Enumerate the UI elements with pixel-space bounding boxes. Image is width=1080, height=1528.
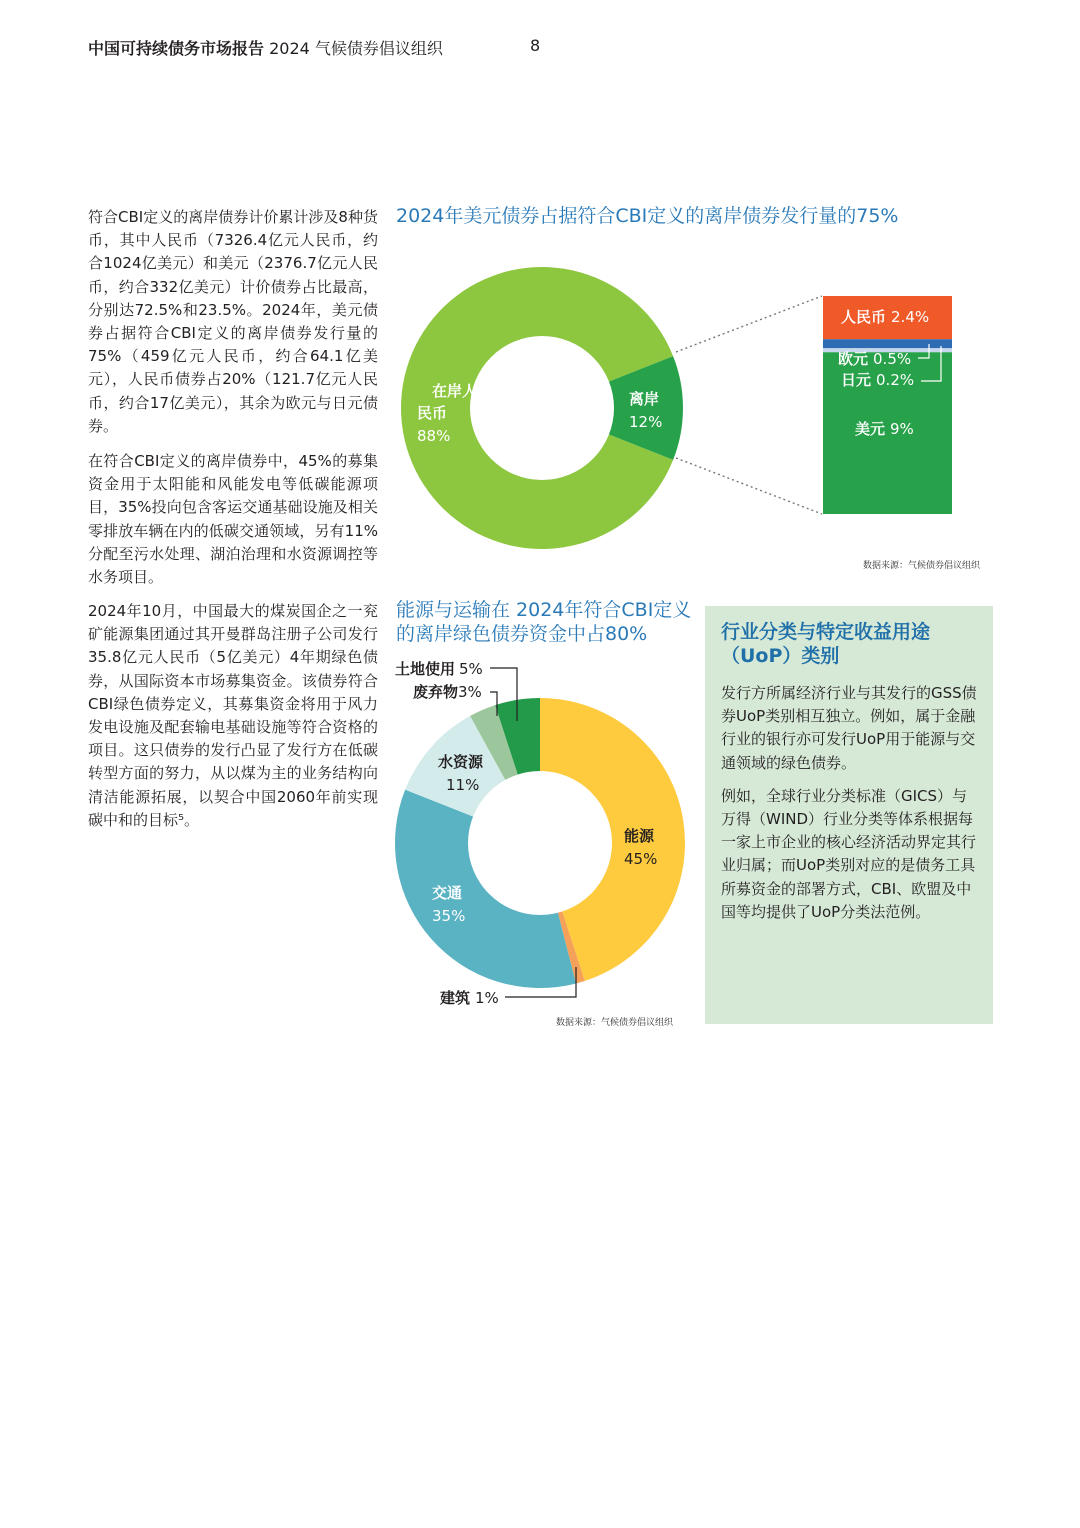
chart1-breakdown-label-jpy: 日元 0.2% [841, 371, 915, 389]
chart2-label-building: 建筑 1% [440, 989, 499, 1007]
chart2-label-transport: 交通 [432, 884, 463, 902]
page-number: 8 [530, 36, 541, 55]
chart1-label-offshore: 离岸 [629, 390, 660, 408]
body-paragraph-3: 2024年10月，中国最大的煤炭国企之一兖矿能源集团通过其开曼群岛注册子公司发行35.8亿元人民币（5亿美元）4年期绿色债券，从国际资本市场募集资金。该债券符合CBI绿色债券定义，其募集资金将用于风力发电设施及配套输电基础设施等符合资格的项目。这只债券的发行凸显了发行方在低碳转型方面的努力，从以煤为主的业务结构向清洁能源拓展，以契合中国2060年前实现碳中和的目标⁵。 [88, 602, 378, 829]
chart1-connector-top [676, 296, 822, 352]
chart1-label-onshore-2: 民币 [417, 404, 448, 422]
sidebox-paragraph-1: 发行方所属经济行业与其发行的GSS债券UoP类别相互独立。例如，属于金融行业的银行亦可发行UoP用于能源与交通领域的绿色债券。 [721, 684, 977, 772]
chart1-donut-hole [470, 336, 614, 480]
chart2-value-energy: 45% [624, 850, 658, 868]
chart1-breakdown-label-cny: 人民币 2.4% [841, 308, 930, 326]
chart2-graphic [380, 650, 700, 1020]
sidebox-title: 行业分类与特定收益用途（UoP）类别 [721, 621, 931, 667]
chart1-breakdown-label-eur: 欧元 0.5% [838, 350, 912, 368]
chart2-value-transport: 35% [432, 907, 466, 925]
chart2-source: 数据来源：气候债券倡议组织 [556, 1018, 674, 1028]
body-paragraph-1: 符合CBI定义的离岸债券计价累计涉及8种货币，其中人民币（7326.4亿元人民币，约合1024亿美元）和美元（2376.7亿元人民币，约合332亿美元）计价债券占比最高，分别达72.5%和23.5%。2024年，美元债券占据符合CBI定义的离岸债券发行量的75%（459亿元人民币，约合64.1亿美元），人民币债券占20%（121.7亿元人民币，约合17亿美元），其余为欧元与日元债券。 [88, 208, 378, 435]
page-header [88, 36, 541, 59]
chart1-breakdown-bar-1 [823, 339, 952, 348]
chart1-label-onshore-1: 在岸人 [432, 382, 478, 400]
chart1-connector-bottom [676, 458, 822, 514]
report-subtitle: 2024 气候债券倡议组织 [264, 39, 443, 58]
chart2-value-water: 11% [446, 776, 480, 794]
chart1-title: 2024年美元债券占据符合CBI定义的离岸债券发行量的75% [396, 205, 899, 227]
chart1-graphic [380, 250, 1000, 560]
chart2-title: 能源与运输在 2024年符合CBI定义的离岸绿色债券资金中占80% [396, 599, 692, 645]
uop-sidebox [705, 606, 993, 1024]
report-title: 中国可持续债务市场报告 [88, 39, 265, 58]
chart1-value-offshore: 12% [629, 413, 663, 431]
chart1-breakdown-label-usd: 美元 9% [855, 420, 914, 438]
chart2-label-water: 水资源 [438, 753, 484, 771]
chart2-label-energy: 能源 [624, 827, 655, 845]
chart1-value-onshore: 88% [417, 427, 451, 445]
chart2-donut-hole [468, 771, 612, 915]
sidebox-paragraph-2: 例如，全球行业分类标准（GICS）与万得（WIND）行业分类等体系根据每一家上市企业的核心经济活动界定其行业归属；而UoP类别对应的是债务工具所募资金的部署方式，CBI、欧盟及中国等均提供了UoP分类法范例。 [721, 786, 977, 921]
body-paragraph-2: 在符合CBI定义的离岸债券中，45%的募集资金用于太阳能和风能发电等低碳能源项目，35%投向包含客运交通基础设施及相关零排放车辆在内的低碳交通领域，另有11%分配至污水处理、湖泊治理和水资源调控等水务项目。 [88, 452, 378, 587]
chart2-label-land: 土地使用 5% [395, 660, 483, 678]
chart2-label-waste: 废弃物3% [413, 683, 482, 701]
chart1-source: 数据来源：气候债券倡议组织 [863, 561, 981, 571]
